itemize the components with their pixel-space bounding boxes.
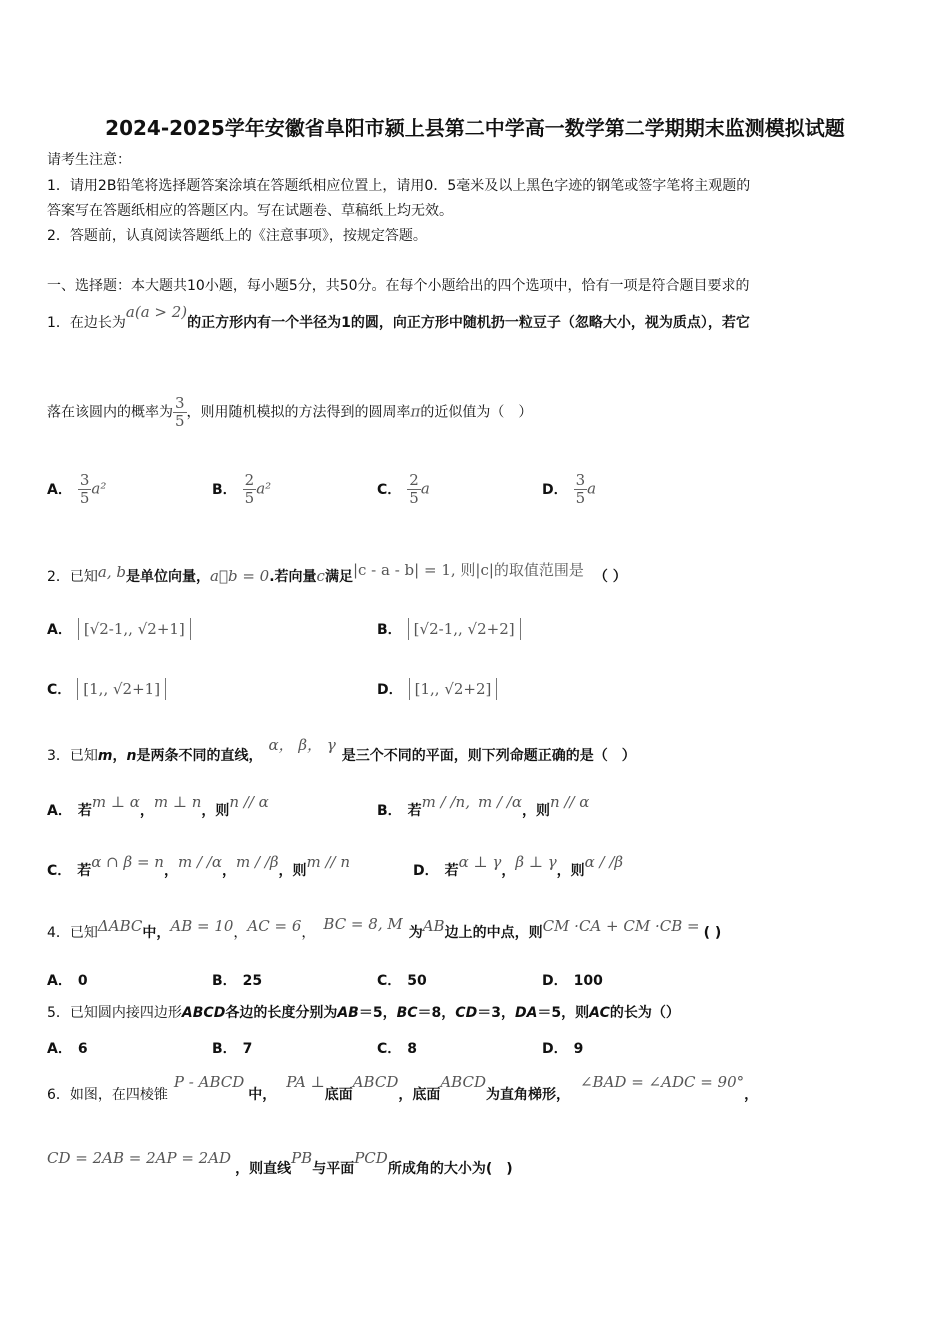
q3-prefix: 3．已知 xyxy=(47,748,98,764)
question-4: 4．已知ΔABC中，AB = 10，AC = 6， BC = 8, M 为AB边上的中点，则CM ·CA + CM ·CB = ( ) xyxy=(47,915,722,941)
q1-math-a: a(a > 2) xyxy=(125,303,188,321)
notice-heading: 请考生注意： xyxy=(47,152,131,168)
q6-t4: 为直角梯形， xyxy=(485,1087,570,1103)
q2-prefix: 2．已知 xyxy=(47,569,98,585)
q6-angle: ∠BAD = ∠ADC = 90° xyxy=(579,1073,745,1091)
notice-item-1-cont: 答案写在答题纸相应的答题区内。写在试题卷、草稿纸上均无效。 xyxy=(47,203,453,219)
q5-v3: ＝3， xyxy=(477,1005,515,1021)
q6-prefix: 6．如图，在四棱锥 xyxy=(47,1087,168,1103)
q4-t4: ( ) xyxy=(703,925,722,941)
q5-abcd: ABCD xyxy=(181,1005,226,1021)
q2-option-c[interactable]: C． [1,, √2+1] xyxy=(47,678,166,700)
q2-dot: a⃞b = 0 xyxy=(210,567,270,585)
q2-option-d[interactable]: D． [1,, √2+2] xyxy=(377,678,497,700)
question-6-cont xyxy=(47,1149,513,1179)
q3-n: n xyxy=(126,748,137,764)
q5-v1: ＝5， xyxy=(358,1005,397,1021)
q4-option-b[interactable]: B． 25 xyxy=(212,973,263,989)
q5-cd: CD xyxy=(455,1005,478,1021)
q3-option-c[interactable]: C． 若α ∩ β = n，m / /α，m / /β，则m // n xyxy=(47,853,351,879)
q5-text-c: 的长为（） xyxy=(609,1005,680,1021)
q6-abcd2: ABCD xyxy=(440,1073,486,1091)
q2-t1: 是单位向量， xyxy=(126,569,211,585)
q5-text-a: 5．已知圆内接四边形 xyxy=(47,1005,182,1021)
question-1-cont xyxy=(47,395,532,430)
q4-ac: AC = 6 xyxy=(247,917,302,935)
q1-text: 的正方形内有一个半径为1的圆，向正方形中随机扔一粒豆子（忽略大小，视为质点），若它 xyxy=(187,315,750,331)
q1-option-a[interactable]: A． $\frac{3}{5}$ a² xyxy=(47,471,107,507)
q6-pcd: PCD xyxy=(354,1149,388,1167)
q4-option-a[interactable]: A． 0 xyxy=(47,973,88,989)
question-5 xyxy=(47,1003,680,1023)
notice-item-1: 1．请用2B铅笔将选择题答案涂填在答题纸相应位置上，请用0．5毫米及以上黑色字迹的钢笔或签字笔将主观题的 xyxy=(47,178,751,194)
question-2 xyxy=(47,561,627,587)
q2-option-b[interactable]: B． [√2-1,, √2+2] xyxy=(377,618,521,640)
q3-comma: ， xyxy=(112,748,127,764)
q6-pb: PB xyxy=(291,1149,313,1167)
q3-t1: 是两条不同的直线， xyxy=(136,748,263,764)
q4-option-c[interactable]: C． 50 xyxy=(377,973,427,989)
q4-t3: 边上的中点，则 xyxy=(444,925,543,941)
q6-t7: 与平面 xyxy=(312,1161,355,1177)
q2-c: c xyxy=(316,567,325,585)
q6-t3: ，底面 xyxy=(398,1087,441,1103)
q3-t2: 是三个不同的平面，则下列命题正确的是（ ） xyxy=(341,748,636,764)
question-1 xyxy=(47,303,750,333)
section-heading: 一、选择题：本大题共10小题，每小题5分，共50分。在每个小题给出的四个选项中，恰有一项是符合题目要求的 xyxy=(47,278,750,294)
q5-ac: AC xyxy=(589,1005,610,1021)
q4-option-d[interactable]: D． 100 xyxy=(542,973,603,989)
q4-triangle: ΔABC xyxy=(97,917,143,935)
q5-ab: AB xyxy=(337,1005,359,1021)
q2-option-a[interactable]: A． [√2-1,, √2+1] xyxy=(47,618,191,640)
q4-ab: AB = 10 xyxy=(170,917,234,935)
q6-abcd: ABCD xyxy=(352,1073,399,1091)
q1-option-d[interactable]: D． $\frac{3}{5}$ a xyxy=(542,471,597,507)
q2-t4: （ ） xyxy=(593,569,627,585)
q2-ab: a, b xyxy=(97,563,127,581)
q6-pa: PA ⊥ xyxy=(286,1073,325,1091)
q3-option-a[interactable]: A． 若m ⊥ α，m ⊥ n，则n // α xyxy=(47,793,269,819)
q5-option-d[interactable]: D． 9 xyxy=(542,1041,584,1057)
q6-line2-math: CD = 2AB = 2AP = 2AD xyxy=(47,1149,232,1167)
q5-bc: BC xyxy=(396,1005,418,1021)
q6-t1: 中， xyxy=(248,1087,277,1103)
q6-pyramid: P - ABCD xyxy=(173,1073,245,1091)
q3-m: m xyxy=(97,748,113,764)
q5-option-c[interactable]: C． 8 xyxy=(377,1041,418,1057)
q1-line2-suffix: 的近似值为（ ） xyxy=(420,404,533,421)
q4-t2: 为 xyxy=(408,925,423,941)
q1-option-b[interactable]: B． $\frac{2}{5}$ a² xyxy=(212,471,272,507)
q4-t1: 中， xyxy=(142,925,171,941)
q4-expression: CM ·CA + CM ·CB = xyxy=(542,917,700,935)
q1-prefix: 1．在边长为 xyxy=(47,315,126,331)
q6-t6: ，则直线 xyxy=(235,1161,292,1177)
q5-v2: ＝8， xyxy=(417,1005,456,1021)
q1-line2-mid: ，则用随机模拟的方法得到的圆周率 xyxy=(186,404,411,421)
question-3 xyxy=(47,736,636,766)
q3-option-b[interactable]: B． 若m / /n, m / /α，则n // α xyxy=(377,793,590,819)
q6-t5: ， xyxy=(744,1087,759,1103)
notice-item-2: 2．答题前，认真阅读答题纸上的《注意事项》，按规定答题。 xyxy=(47,228,427,244)
q2-condition: |c - a - b| = 1, 则|c|的取值范围是 xyxy=(352,561,584,579)
q2-t3: 满足 xyxy=(324,569,353,585)
q5-option-b[interactable]: B． 7 xyxy=(212,1041,253,1057)
q1-line2-prefix: 落在该圆内的概率为 xyxy=(47,404,173,421)
question-6 xyxy=(47,1073,759,1105)
q2-t2: .若向量 xyxy=(269,569,317,585)
q3-option-d[interactable]: D． 若α ⊥ γ，β ⊥ γ，则α / /β xyxy=(413,853,624,879)
q4-prefix: 4．已知 xyxy=(47,925,98,941)
q1-pi: π xyxy=(410,402,421,421)
q5-da: DA xyxy=(514,1005,538,1021)
q6-t8: 所成角的大小为( ) xyxy=(387,1161,513,1177)
q4-ab2: AB xyxy=(422,917,445,935)
q1-option-c[interactable]: C． $\frac{2}{5}$ a xyxy=(377,471,430,507)
q1-probability: $\frac{3}{5}$ xyxy=(175,394,185,430)
q6-t2: 底面 xyxy=(324,1087,353,1103)
q3-planes: α， β， γ xyxy=(268,736,336,754)
q4-bc: BC = 8, M xyxy=(323,915,403,933)
q5-text-b: 各边的长度分别为 xyxy=(225,1005,338,1021)
page-title: 2024-2025学年安徽省阜阳市颍上县第二中学高一数学第二学期期末监测模拟试题 xyxy=(105,116,845,140)
q5-v4: ＝5，则 xyxy=(537,1005,590,1021)
q5-option-a[interactable]: A． 6 xyxy=(47,1041,88,1057)
